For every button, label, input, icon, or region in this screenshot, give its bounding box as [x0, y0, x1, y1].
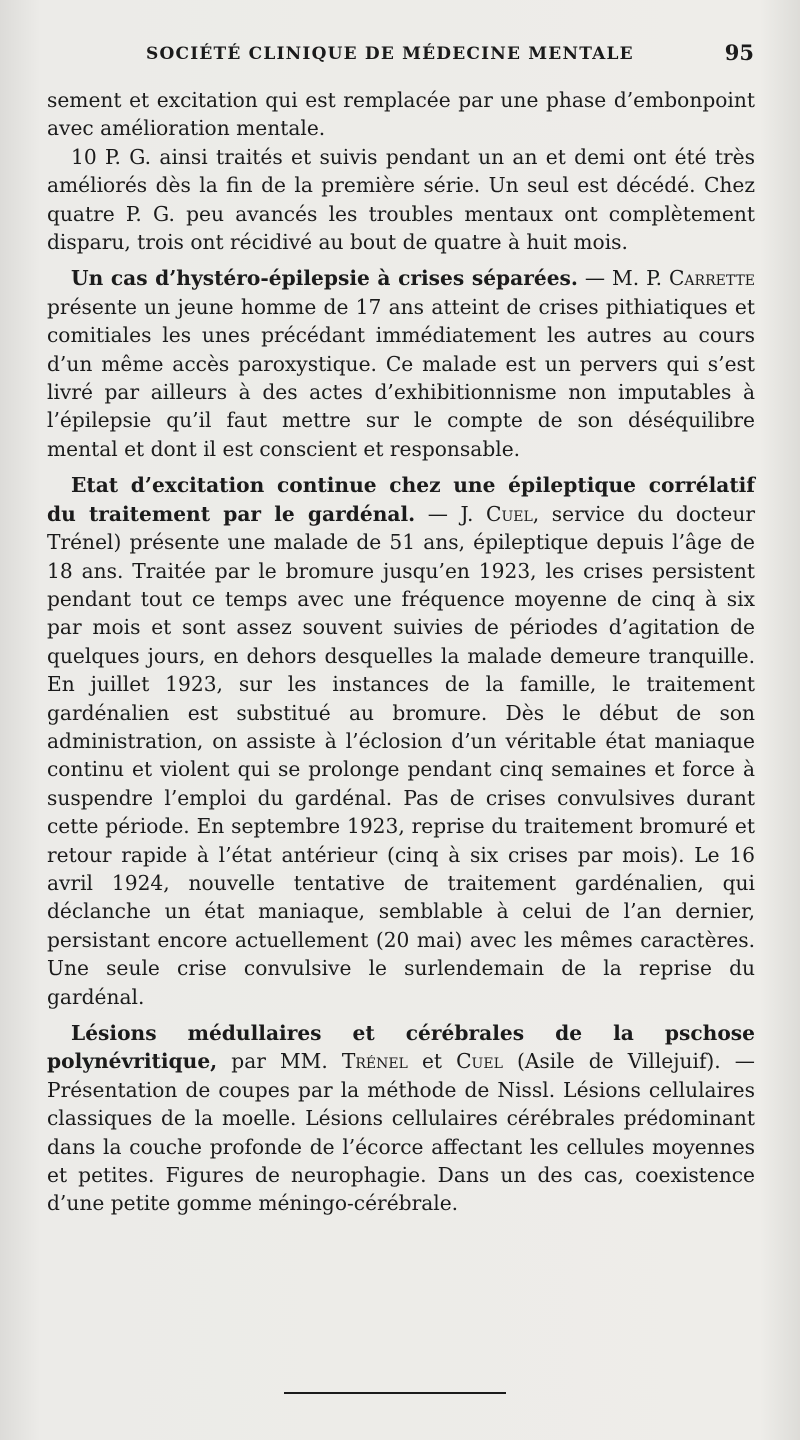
author-name: Cuel	[456, 1049, 503, 1074]
paragraph-continuation: sement et excitation qui est remplacée par une phase d’embonpoint avec amélioration mentale.	[47, 88, 755, 141]
page-body	[47, 86, 755, 1218]
author-prefix: par MM.	[217, 1049, 342, 1074]
author-prefix: — M. P.	[577, 266, 669, 291]
section-lesions-medullaires	[47, 1019, 755, 1218]
closing-rule	[284, 1392, 506, 1394]
section-text: présente un jeune homme de 17 ans atteint de crises pithiatiques et comitiales les unes précédant immédiatement les autres au cours d’un même accès paroxystique. Ce malade est un pervers qui s’est livré par ailleurs à des actes d’exhibitionnisme non imputables à l’épilepsie qu’il faut mettre sur le compte de son déséquilibre mental et dont il est conscient et responsable.	[47, 294, 755, 461]
section-title: Etat d’excitation continue chez une épileptique corrélatif du traitement par le gardénal.	[47, 473, 755, 526]
section-title: Lésions médullaires et cérébrales de la pschose polynévritique,	[47, 1021, 755, 1074]
running-title: SOCIÉTÉ CLINIQUE DE MÉDECINE MENTALE	[146, 44, 634, 64]
section-text: (Asile de Villejuif). — Présentation de coupes par la méthode de Nissl. Lésions cellulaires classiques de la moelle. Lésions cellulaires cérébrales prédominant dans la couche profonde de l’écorce affectant les cellules moyennes et petites. Figures de neurophagie. Dans un des cas, coexistence d’une petite gomme méningo-cérébrale.	[47, 1049, 755, 1216]
paragraph-pg-results: 10 P. G. ainsi traités et suivis pendant un an et demi ont été très améliorés dès la fin de la première série. Un seul est décédé. Chez quatre P. G. peu avancés les troubles mentaux ont complètement disparu, trois ont récidivé au bout de quatre à huit mois.	[47, 144, 755, 255]
page-header	[0, 40, 800, 70]
author-name: Cuel	[486, 501, 533, 526]
section-hystero-epilepsie	[47, 264, 755, 463]
author-conjunction: et	[407, 1049, 457, 1074]
author-prefix: — J.	[415, 501, 487, 526]
page-number: 95	[724, 40, 754, 65]
author-name: Carrette	[668, 266, 755, 291]
section-excitation-gardenal	[47, 471, 755, 1011]
section-title: Un cas d’hystéro-épilepsie à crises séparées.	[71, 266, 578, 291]
section-text: , service du docteur Trénel) présente une malade de 51 ans, épileptique depuis l’âge de 18 ans. Traitée par le bromure jusqu’en 1923, les crises persistent pendant tout ce temps avec une fréquence moyenne de cinq à six par mois et sont assez souvent suivies de périodes d’agitation de quelques jours, en dehors desquelles la malade demeure tranquille. En juillet 1923, sur les instances de la famille, le traitement gardénalien est substitué au bromure. Dès le début de son administration, on assiste à l’éclosion d’un véritable état maniaque continu et violent qui se prolonge pendant cinq semaines et force à suspendre l’emploi du gardénal. Pas de crises convulsives durant cette période. En septembre 1923, reprise du traitement bromuré et retour rapide à l’état antérieur (cinq à six crises par mois). Le 16 avril 1924, nouvelle tentative de traitement gardénalien, qui déclanche un état maniaque, semblable à celui de l’an dernier, persistant encore actuellement (20 mai) avec les mêmes caractères. Une seule crise convulsive le surlendemain de la reprise du gardénal.	[47, 501, 755, 1009]
author-name: Trénel	[341, 1049, 408, 1074]
